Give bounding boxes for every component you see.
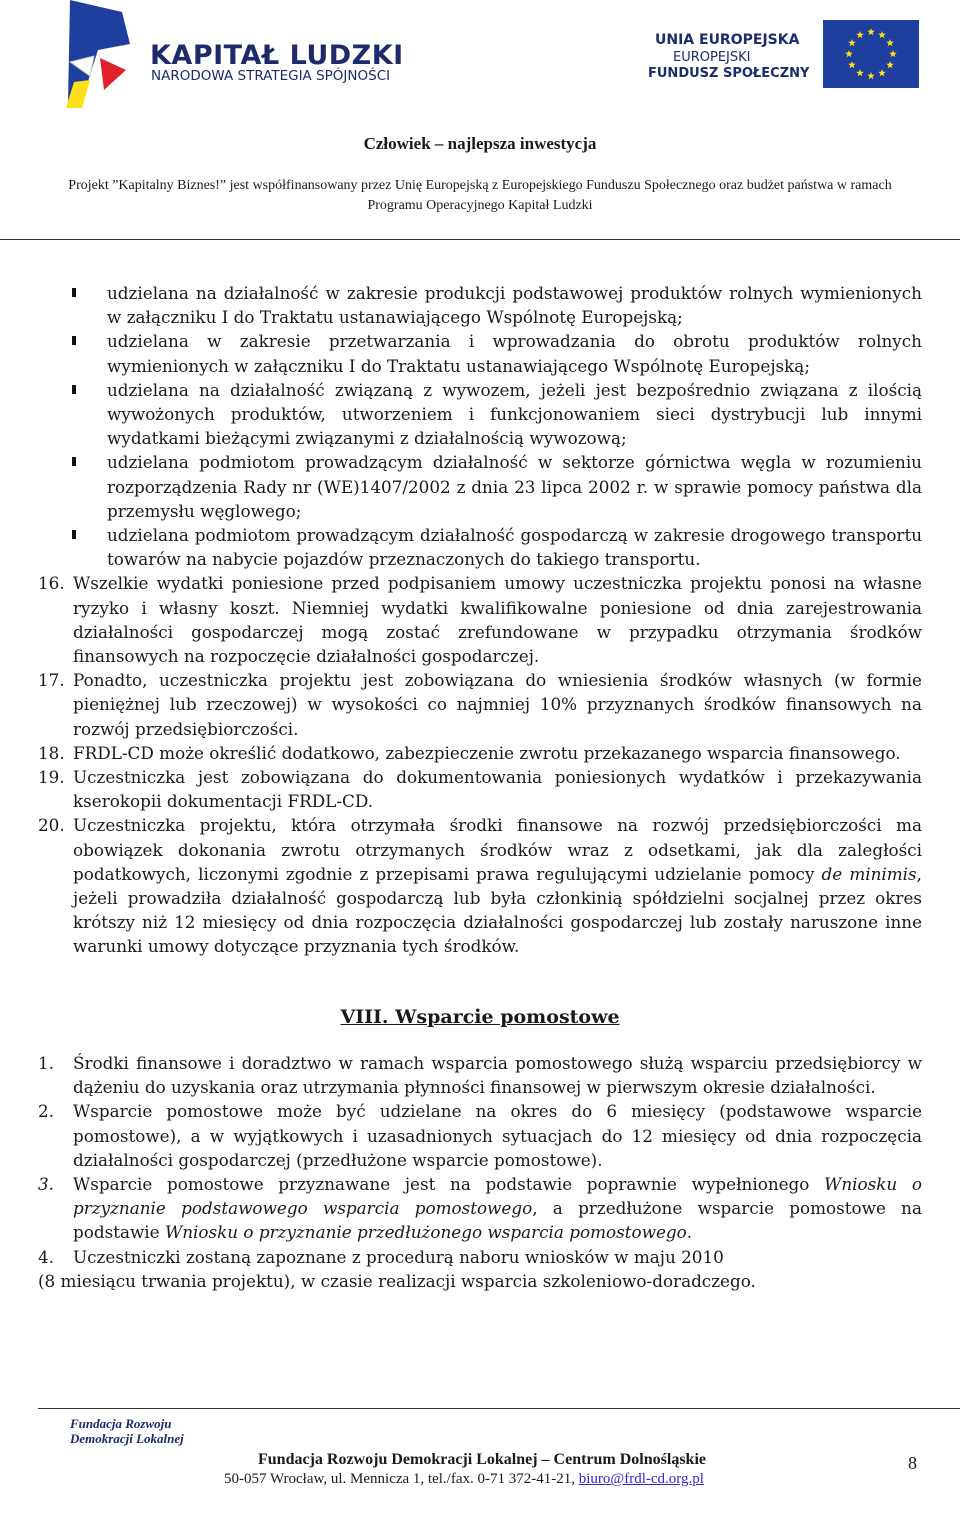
bullet-item: udzielana podmiotom prowadzącym działalność w sektorze górnictwa węgla w rozumieniu rozporządzenia Rady nr (WE)1407/2002 z dnia 23 lipca 2002 r. w sprawie pomocy państwa dla przemysłu węglowego; (38, 450, 922, 523)
section-item-3 (38, 1172, 922, 1245)
point-number: 16. (38, 573, 65, 594)
section-item-4 (38, 1245, 922, 1269)
project-cofinancing-line1: Projekt ”Kapitalny Biznes!” jest współfinansowany przez Unię Europejską z Europejskiego Funduszu Społecznego oraz budżet państwa w ramach (68, 178, 892, 193)
footer-address (224, 1471, 704, 1488)
numbered-point-20 (38, 813, 922, 958)
point-number: 18. (38, 742, 65, 763)
numbered-point-17 (38, 668, 922, 741)
point-number: 20. (38, 815, 65, 836)
footer-logo (70, 1416, 184, 1446)
footer-organization-name: Fundacja Rozwoju Demokracji Lokalnej – Centrum Dolnośląskie (258, 1451, 706, 1468)
point-text-italic: de minimis (821, 863, 917, 884)
section-item-1 (38, 1051, 922, 1099)
item-number: 1. (38, 1052, 55, 1073)
footer-email-link[interactable]: biuro@frdl-cd.org.pl (578, 1471, 704, 1487)
item-text: . (686, 1222, 693, 1243)
point-text: , jeżeli prowadziła działalność gospodarczą lub była członkinią spółdzielni socjalnej przez okres krótszy niż 12 miesięcy od dnia rozpoczęcia działalności gospodarczej lub zostały naruszone inne warunki umowy dotyczące przyznania tych środków. (73, 863, 923, 957)
point-text: Uczestniczka projektu, która otrzymała środki finansowe na rozwój przedsiębiorczości ma obowiązek dokonania zwrotu otrzymanych środków wraz z odsetkami, jak dla zaległości podatkowych, liczonymi zgodnie z przepisami prawa regulującymi udzielanie pomocy (73, 815, 922, 884)
item-text-italic: Wniosku o przyznanie podstawowego wsparcia pomostowego (73, 1173, 922, 1219)
kapital-ludzki-star-icon (60, 0, 140, 110)
project-cofinancing-note (0, 176, 960, 216)
project-cofinancing-line2: Programu Operacyjnego Kapitał Ludzki (367, 198, 593, 213)
point-text: FRDL-CD może określić dodatkowo, zabezpieczenie zwrotu przekazanego wsparcia finansowego. (73, 742, 901, 763)
header-divider (0, 239, 960, 240)
section-heading-text: VIII. Wsparcie pomostowe (340, 1005, 620, 1028)
point-number: 19. (38, 767, 65, 788)
motto: Człowiek – najlepsza inwestycja (363, 134, 597, 153)
bullet-item: udzielana na działalność w zakresie produkcji podstawowej produktów rolnych wymienionych w załączniku I do Traktatu ustanawiającego Wspólnotę Europejską; (38, 281, 922, 329)
item-number: 4. (38, 1246, 55, 1267)
bullet-item: udzielana w zakresie przetwarzania i wprowadzania do obrotu produktów rolnych wymienionych w załączniku I do Traktatu ustanawiającego Wspólnotę Europejską; (38, 329, 922, 377)
numbered-point-19 (38, 765, 922, 813)
section-heading (38, 1005, 922, 1029)
section-item-2 (38, 1099, 922, 1172)
item-text: Uczestniczki zostaną zapoznane z procedurą naboru wniosków w maju 2010 (73, 1246, 724, 1267)
numbered-point-16 (38, 571, 922, 668)
bullet-item: udzielana podmiotom prowadzącym działalność gospodarczą w zakresie drogowego transportu towarów na nabycie pojazdów przeznaczonych do takiego transportu. (38, 523, 922, 571)
item-text: Wsparcie pomostowe przyznawane jest na podstawie poprawnie wypełnionego (73, 1173, 825, 1194)
item-text-italic: Wniosku o przyznanie przedłużonego wsparcia pomostowego (164, 1222, 687, 1243)
section-item-4-continuation: (8 miesiącu trwania projektu), w czasie realizacji wsparcia szkoleniowo-doradczego. (38, 1270, 756, 1291)
item-text: , a przedłużone wsparcie pomostowe na podstawie (73, 1198, 922, 1243)
kapital-ludzki-subtitle: NARODOWA STRATEGIA SPÓJNOŚCI (151, 68, 391, 84)
item-number: 2. (38, 1101, 55, 1122)
kapital-ludzki-title: KAPITAŁ LUDZKI (150, 40, 404, 71)
footer-logo-line2: Demokracji Lokalnej (70, 1431, 184, 1446)
document-body (38, 281, 922, 1293)
eu-logo-line3: FUNDUSZ SPOŁECZNY (648, 66, 810, 81)
footer-divider (38, 1408, 960, 1409)
item-number: 3. (38, 1173, 55, 1194)
bullet-item: udzielana na działalność związaną z wywozem, jeżeli jest bezpośrednio związana z ilością wywożonych produktów, utworzeniem i funkcjonowaniem sieci dystrybucji lub innymi wydatkami bieżącymi związanymi z działalnością wywozową; (38, 378, 922, 451)
eu-logo (625, 0, 925, 110)
point-text: Wszelkie wydatki poniesione przed podpisaniem umowy uczestniczka projektu ponosi na własne ryzyko i własny koszt. Niemniej wydatki kwalifikowalne poniesione od dnia zarejestrowania działalności gospodarczej mogą zostać zrefundowane w przypadku otrzymania środków finansowych na rozpoczęcie działalności gospodarczej. (73, 573, 922, 667)
item-text: Wsparcie pomostowe może być udzielane na okres do 6 miesięcy (podstawowe wsparcie pomostowe), a w wyjątkowych i uzasadnionych sytuacjach do 12 miesięcy od dnia rozpoczęcia działalności gospodarczej (przedłużone wsparcie pomostowe). (73, 1101, 922, 1170)
eu-flag-icon (823, 20, 919, 88)
numbered-point-18 (38, 741, 922, 765)
eu-logo-line1: UNIA EUROPEJSKA (655, 32, 800, 48)
footer-logo-line1: Fundacja Rozwoju (70, 1416, 172, 1431)
footer-address-text: 50-057 Wrocław, ul. Mennicza 1, tel./fax. 0-71 372-41-21, (224, 1471, 579, 1487)
point-text: Ponadto, uczestniczka projektu jest zobowiązana do wniesienia środków własnych (w formie pieniężnej lub rzeczowej) w wysokości co najmniej 10% przyznanych środków finansowych na rozwój przedsiębiorczości. (73, 670, 922, 739)
kapital-ludzki-logo (60, 0, 460, 110)
point-number: 17. (38, 670, 65, 691)
eu-logo-line2: EUROPEJSKI (673, 50, 751, 65)
item-text: Środki finansowe i doradztwo w ramach wsparcia pomostowego służą wsparciu przedsiębiorcy w dążeniu do uzyskania oraz utrzymania płynności finansowej w pierwszym okresie działalności. (73, 1052, 922, 1098)
page-number: 8 (908, 1453, 917, 1473)
point-text: Uczestniczka jest zobowiązana do dokumentowania poniesionych wydatków i przekazywania kserokopii dokumentacji FRDL-CD. (73, 767, 922, 812)
